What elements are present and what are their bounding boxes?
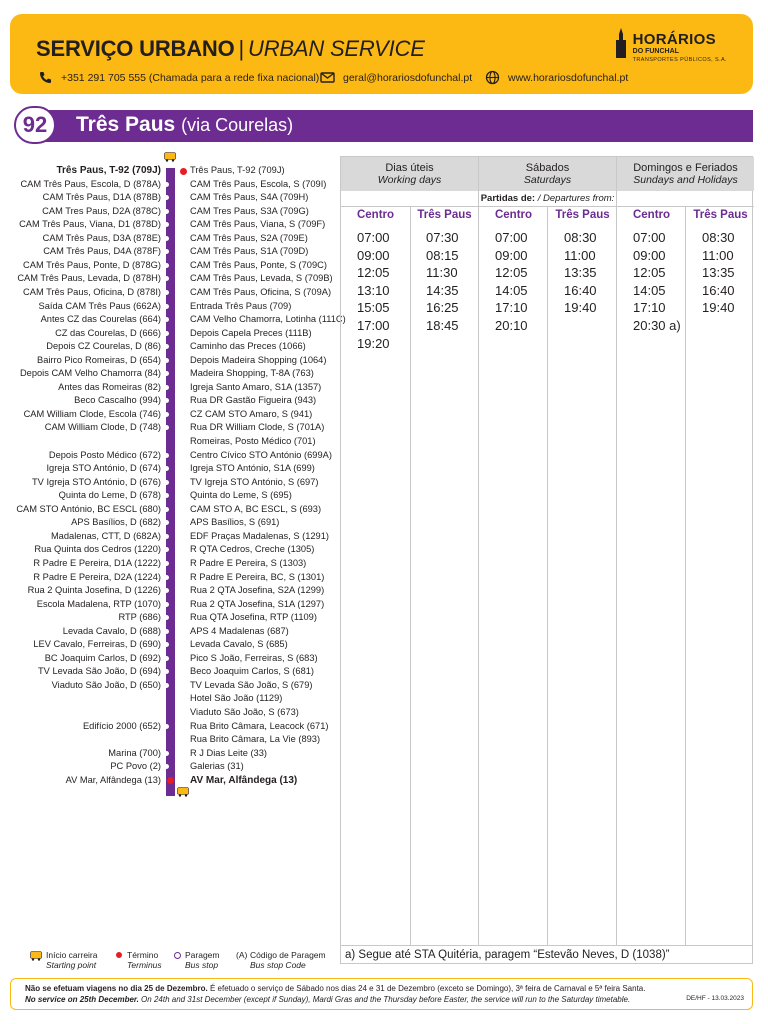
stop-outbound: Três Paus, T-92 (709J) xyxy=(56,165,161,176)
stop-dot xyxy=(177,317,182,322)
stop-dot xyxy=(164,182,169,187)
working-days-pt: Dias úteis xyxy=(385,162,434,174)
stop-dot xyxy=(177,547,182,552)
title-en: URBAN SERVICE xyxy=(248,36,425,61)
stop-outbound: CZ das Courelas, D (666) xyxy=(55,327,161,338)
footer-pt xyxy=(25,984,645,993)
stop-outbound: CAM Três Paus, D3A (878E) xyxy=(42,232,161,243)
stop-return: Rua 2 QTA Josefina, S2A (1299) xyxy=(190,585,325,596)
stop-dot xyxy=(164,209,169,214)
stop-outbound: CAM Três Paus, Viana, D1 (878D) xyxy=(19,219,161,230)
stop-dot xyxy=(177,425,182,430)
stop-dot xyxy=(177,507,182,512)
title-pt: SERVIÇO URBANO xyxy=(36,36,235,61)
timetable xyxy=(340,156,753,964)
stop-dot xyxy=(177,602,182,607)
stop-dot xyxy=(164,751,169,756)
stop-dot xyxy=(164,602,169,607)
stop-dot xyxy=(164,629,169,634)
stop-dot xyxy=(164,507,169,512)
footer-en xyxy=(25,995,630,1004)
stop-outbound: CAM Três Paus, Ponte, D (878G) xyxy=(23,259,161,270)
phone-icon xyxy=(38,70,53,85)
stop-dot xyxy=(177,466,182,471)
stop-return: Rua DR William Clode, S (701A) xyxy=(190,422,325,433)
stop-dot xyxy=(177,480,182,485)
stop-dot xyxy=(177,276,182,281)
departure-time: 20:10 xyxy=(495,317,528,333)
stop-outbound: Rua Quinta dos Cedros (1220) xyxy=(34,544,161,555)
stop-outbound: TV Levada São João, D (694) xyxy=(38,666,161,677)
sundays-pt: Domingos e Feriados xyxy=(633,162,738,174)
col-centro-saturday: Centro xyxy=(494,209,533,221)
stop-dot xyxy=(177,534,182,539)
stop-return: APS 4 Madalenas (687) xyxy=(190,625,289,636)
stop-outbound: Igreja STO António, D (674) xyxy=(46,463,161,474)
mail-icon xyxy=(320,70,335,85)
footer-pt-bold: Não se efetuam viagens no dia 25 de Dezembro. xyxy=(25,984,208,993)
title-separator: | xyxy=(238,36,245,61)
departures-label xyxy=(341,191,754,207)
sundays-en: Sundays and Holidays xyxy=(633,174,738,186)
stop-return: Beco Joaquim Carlos, S (681) xyxy=(190,666,315,677)
service-title xyxy=(36,36,425,62)
stop-dot xyxy=(177,222,182,227)
working-days-en: Working days xyxy=(377,174,442,186)
stop-outbound: LEV Cavalo, Ferreiras, D (690) xyxy=(33,639,161,650)
departure-time: 20:30 a) xyxy=(633,317,681,333)
footer-pt-text: É efetuado o serviço de Sábado nos dias 24 e 31 de Dezembro (exceto se Domingo), 3ª feira de Carnaval e 5ª feira Santa. xyxy=(207,984,646,993)
stop-return: Madeira Shopping, T-8A (763) xyxy=(190,368,314,379)
departure-time: 07:00 xyxy=(357,230,390,245)
bus-icon xyxy=(177,787,189,797)
times-working-centro xyxy=(341,229,410,352)
stop-return: R Padre E Pereira, BC, S (1301) xyxy=(190,571,325,582)
col-centro-sunday: Centro xyxy=(632,209,671,221)
stop-dot xyxy=(164,263,169,268)
route-via: (via Courelas) xyxy=(181,115,294,135)
phone-contact xyxy=(38,70,319,85)
route-name xyxy=(76,113,293,137)
stop-outbound: Beco Cascalho (994) xyxy=(74,395,161,406)
departure-time: 16:40 xyxy=(702,282,735,298)
legend-start-en: Starting point xyxy=(46,960,97,970)
stop-return: CAM Três Paus, Escola, S (709I) xyxy=(190,178,327,189)
stop-dot xyxy=(177,290,182,295)
departure-time: 16:25 xyxy=(426,300,459,316)
stop-dot xyxy=(177,520,182,525)
email-link[interactable]: geral@horariosdofunchal.pt xyxy=(343,71,473,84)
stop-dot xyxy=(177,575,182,580)
stop-outbound: CAM William Clode, Escola (746) xyxy=(23,408,161,419)
phone-text: +351 291 705 555 (Chamada para a rede fixa nacional) xyxy=(61,71,320,84)
stop-dot xyxy=(164,480,169,485)
departure-time: 07:00 xyxy=(633,230,666,245)
departure-time: 12:05 xyxy=(357,265,390,281)
stop-outbound: CAM Três Paus, Oficina, D (878I) xyxy=(23,286,161,297)
legend-stop xyxy=(174,950,220,970)
stop-return: Três Paus, T-92 (709J) xyxy=(190,165,285,175)
footer-notice xyxy=(10,978,753,1010)
route-name-main: Três Paus xyxy=(76,113,176,136)
stop-outbound: Quinta do Leme, D (678) xyxy=(58,490,161,501)
stop-outbound: Viaduto São João, D (650) xyxy=(51,679,161,690)
saturdays-pt: Sábados xyxy=(525,162,570,174)
stop-outbound: CAM Três Paus, D1A (878B) xyxy=(42,192,161,203)
stop-outbound: Bairro Pico Romeiras, D (654) xyxy=(37,354,161,365)
stop-outbound: CAM William Clode, D (748) xyxy=(44,422,161,433)
departure-time: 17:00 xyxy=(357,317,390,333)
stop-dot xyxy=(177,209,182,214)
terminus-dot-icon xyxy=(116,952,122,958)
departure-time: 08:30 xyxy=(564,230,597,245)
times-saturday-trespaus xyxy=(548,229,617,317)
stop-outbound: Depois CZ Courelas, D (86) xyxy=(46,341,161,352)
stop-outbound: Antes das Romeiras (82) xyxy=(58,381,161,392)
footer-en-bold: No service on 25th December. xyxy=(25,995,139,1004)
stop-dot xyxy=(164,453,169,458)
departure-time: 13:35 xyxy=(564,265,597,281)
stop-outbound: TV Igreja STO António, D (676) xyxy=(31,476,161,487)
stop-dot xyxy=(177,764,182,769)
header-banner xyxy=(10,14,753,94)
stop-return: R Padre E Pereira, S (1303) xyxy=(190,557,307,568)
stop-outbound: Rua 2 Quinta Josefina, D (1226) xyxy=(27,585,161,596)
stop-dot xyxy=(177,710,182,715)
stop-dot xyxy=(177,236,182,241)
departure-time: 19:40 xyxy=(564,300,597,316)
legend-stop-en: Bus stop xyxy=(185,960,219,970)
stop-dot xyxy=(177,249,182,254)
departure-time: 16:40 xyxy=(564,282,597,298)
departure-time: 12:05 xyxy=(633,265,666,281)
stop-return: CAM Três Paus, S4A (709H) xyxy=(190,192,309,203)
stop-dot xyxy=(177,371,182,376)
legend-code xyxy=(236,950,326,970)
stop-outbound: Escola Madalena, RTP (1070) xyxy=(36,598,161,609)
stop-return: Igreja STO António, S1A (699) xyxy=(190,463,315,474)
logo-tagline: TRANSPORTES PÚBLICOS, S.A. xyxy=(632,57,727,63)
stop-return: Rua Brito Câmara, Leacock (671) xyxy=(190,720,329,731)
website-contact[interactable] xyxy=(485,70,628,85)
stop-return: R QTA Cedros, Creche (1305) xyxy=(190,544,315,555)
departure-time: 17:10 xyxy=(495,300,528,316)
stop-dot xyxy=(164,304,169,309)
times-working-trespaus xyxy=(410,229,479,335)
stop-dot xyxy=(177,737,182,742)
stop-return: Igreja Santo Amaro, S1A (1357) xyxy=(190,381,322,392)
bus-icon xyxy=(30,951,42,961)
stop-dot xyxy=(164,290,169,295)
departures-en: / Departures from: xyxy=(537,193,615,204)
stop-return: CAM Três Paus, S2A (709E) xyxy=(190,232,308,243)
col-trespaus-working: Três Paus xyxy=(417,209,472,221)
stop-dot xyxy=(177,751,182,756)
document-code: DE/HF - 13.03.2023 xyxy=(686,995,744,1002)
stop-dot xyxy=(164,331,169,336)
stop-outbound: R Padre E Pereira, D2A (1224) xyxy=(33,571,161,582)
stop-dot xyxy=(177,304,182,309)
stop-dot xyxy=(164,575,169,580)
stop-return: APS Basílios, S (691) xyxy=(190,517,280,528)
header-sundays xyxy=(617,157,754,191)
stop-dot xyxy=(177,344,182,349)
departure-time: 08:15 xyxy=(426,247,459,263)
stop-return: Viaduto São João, S (673) xyxy=(190,707,299,717)
stop-dot xyxy=(164,385,169,390)
departure-time: 14:05 xyxy=(633,282,666,298)
company-logo xyxy=(613,28,727,63)
stop-dot xyxy=(177,182,182,187)
times-saturday-centro xyxy=(479,229,548,335)
stop-return: CAM STO A, BC ESCL, S (693) xyxy=(190,503,322,514)
stop-return: R J Dias Leite (33) xyxy=(190,747,267,758)
stop-return: CAM Três Paus, Ponte, S (709C) xyxy=(190,259,327,270)
stop-return: Caminho das Preces (1066) xyxy=(190,341,306,352)
stop-dot xyxy=(177,453,182,458)
stop-outbound: RTP (686) xyxy=(118,612,161,623)
stop-outbound: Levada Cavalo, D (688) xyxy=(62,625,161,636)
stop-return: CZ CAM STO Amaro, S (941) xyxy=(190,408,313,419)
stop-dot xyxy=(164,724,169,729)
legend-start-pt: Início carreira xyxy=(46,950,98,960)
stop-return: Galerias (31) xyxy=(190,761,244,772)
departure-time: 09:00 xyxy=(633,247,666,263)
departure-time: 14:35 xyxy=(426,282,459,298)
stop-dot xyxy=(164,412,169,417)
stop-outbound: Madalenas, CTT, D (682A) xyxy=(50,530,161,541)
stop-outbound: Edifício 2000 (652) xyxy=(82,720,161,731)
departure-time: 14:05 xyxy=(495,282,528,298)
legend-code-pt: Código de Paragem xyxy=(250,950,326,960)
stop-dot xyxy=(177,683,182,688)
stop-outbound: Depois CAM Velho Chamorra (84) xyxy=(19,368,161,379)
stop-return: EDF Praças Madalenas, S (1291) xyxy=(190,530,329,541)
logo-main: HORÁRIOS xyxy=(632,31,716,48)
website-link[interactable]: www.horariosdofunchal.pt xyxy=(508,71,629,84)
stop-return: TV Levada São João, S (679) xyxy=(190,679,313,690)
departures-pt: Partidas de: xyxy=(480,193,536,204)
stop-dot xyxy=(164,534,169,539)
stop-outbound: Saída CAM Três Paus (662A) xyxy=(38,300,161,311)
stop-return: Hotel São João (1129) xyxy=(190,693,283,704)
stop-return: CAM Três Paus, Oficina, S (709A) xyxy=(190,286,332,297)
stop-dot xyxy=(164,683,169,688)
legend-start xyxy=(30,950,98,970)
stop-return: CAM Três Paus, Levada, S (709B) xyxy=(190,273,333,284)
stop-outbound: CAM Três Paus, Escola, D (878A) xyxy=(20,178,161,189)
stop-dot xyxy=(177,331,182,336)
globe-icon xyxy=(485,70,500,85)
stop-return: Rua Brito Câmara, La Vie (893) xyxy=(190,734,321,745)
stop-outbound: PC Povo (2) xyxy=(110,761,161,772)
stop-return: Quinta do Leme, S (695) xyxy=(190,490,292,501)
stop-outbound: CAM Tres Paus, D2A (878C) xyxy=(42,205,161,216)
col-trespaus-saturday: Três Paus xyxy=(555,209,610,221)
col-centro-working: Centro xyxy=(356,209,395,221)
logo-sub: DO FUNCHAL xyxy=(632,48,679,55)
stop-return: Depois Capela Preces (111B) xyxy=(190,327,312,338)
stop-dot xyxy=(177,724,182,729)
legend-stop-pt: Paragem xyxy=(185,950,220,960)
departure-time: 11:30 xyxy=(426,265,458,281)
departure-time: 13:10 xyxy=(357,282,390,298)
departure-time: 09:00 xyxy=(495,247,528,263)
stop-outbound: APS Basílios, D (682) xyxy=(71,517,161,528)
departure-time: 19:40 xyxy=(702,300,735,316)
stop-return: Entrada Três Paus (709) xyxy=(190,300,292,311)
stop-dot xyxy=(164,236,169,241)
terminus-dot xyxy=(167,777,174,784)
stop-dot xyxy=(177,561,182,566)
stop-return: Rua DR Gastão Figueira (943) xyxy=(190,395,317,406)
stop-dot xyxy=(177,398,182,403)
stop-outbound: AV Mar, Alfândega (13) xyxy=(65,774,161,785)
departure-time: 07:30 xyxy=(426,230,459,245)
header-saturdays xyxy=(479,157,617,191)
legend-end-en: Terminus xyxy=(127,960,162,970)
stop-return: Centro Cívico STO António (699A) xyxy=(190,449,332,460)
stop-return: Rua 2 QTA Josefina, S1A (1297) xyxy=(190,598,325,609)
stop-outbound: R Padre E Pereira, D1A (1222) xyxy=(33,557,161,568)
stop-dot xyxy=(177,669,182,674)
stop-dot xyxy=(177,263,182,268)
departure-time: 07:00 xyxy=(495,230,528,245)
departure-time: 18:45 xyxy=(426,317,459,333)
stop-outbound: CAM Três Paus, D4A (878F) xyxy=(43,246,161,257)
times-sunday-trespaus xyxy=(686,229,755,317)
stop-dot xyxy=(177,615,182,620)
stop-dot xyxy=(177,385,182,390)
stop-outbound: Depois Posto Médico (672) xyxy=(48,449,161,460)
stop-return: Depois Madeira Shopping (1064) xyxy=(190,354,327,365)
departure-time: 12:05 xyxy=(495,265,528,281)
stop-outbound: BC Joaquim Carlos, D (692) xyxy=(44,652,161,663)
departure-time: 17:10 xyxy=(633,300,666,316)
stop-outbound: CAM Três Paus, Levada, D (878H) xyxy=(17,273,161,284)
email-contact[interactable] xyxy=(320,70,472,85)
departure-time: 11:00 xyxy=(702,247,734,263)
departure-time: 11:00 xyxy=(564,247,596,263)
stop-dot xyxy=(177,696,182,701)
header-working-days xyxy=(341,157,479,191)
stop-dot xyxy=(164,561,169,566)
stop-return: Pico S João, Ferreiras, S (683) xyxy=(190,652,318,663)
stop-dot xyxy=(177,412,182,417)
stop-return: TV Igreja STO António, S (697) xyxy=(190,476,319,487)
legend-code-symbol: (A) xyxy=(236,950,248,960)
stop-return: Romeiras, Posto Médico (701) xyxy=(190,436,316,446)
legend-code-en: Bus stop Code xyxy=(250,960,306,970)
bus-icon xyxy=(164,152,176,162)
stop-return: Rua QTA Josefina, RTP (1109) xyxy=(190,612,317,623)
col-trespaus-sunday: Três Paus xyxy=(693,209,748,221)
stop-dot xyxy=(177,642,182,647)
legend-end-pt: Término xyxy=(127,950,159,960)
footer-en-text: On 24th and 31st December (except if Sunday), Mardi Gras and the Thursday before Easter, the service will run to the Saturday timetable. xyxy=(138,995,631,1004)
stop-dot-icon xyxy=(174,952,181,959)
stop-dot xyxy=(177,439,182,444)
legend-end xyxy=(116,950,162,970)
stop-return: CAM Três Paus, S1A (709D) xyxy=(190,246,309,257)
stop-dot xyxy=(177,629,182,634)
stop-dot xyxy=(177,493,182,498)
route-number: 92 xyxy=(14,106,56,144)
departure-time: 19:20 xyxy=(357,335,390,351)
cathedral-icon xyxy=(613,28,629,58)
departure-time: 09:00 xyxy=(357,247,390,263)
stop-outbound: Marina (700) xyxy=(108,747,161,758)
stop-dot xyxy=(177,656,182,661)
timetable-note: a) Segue até STA Quitéria, paragem “Estevão Neves, D (1038)” xyxy=(341,945,752,963)
saturdays-en: Saturdays xyxy=(523,174,572,186)
stop-return: AV Mar, Alfândega (13) xyxy=(190,774,298,786)
departure-time: 08:30 xyxy=(702,230,735,245)
stop-outbound: Antes CZ das Courelas (664) xyxy=(40,314,161,325)
times-sunday-centro xyxy=(617,229,686,335)
departure-time: 13:35 xyxy=(702,265,735,281)
stop-dot xyxy=(177,588,182,593)
departure-time: 15:05 xyxy=(357,300,390,316)
stop-return: CAM Velho Chamorra, Lotinha (111C) xyxy=(190,314,346,325)
stop-dot xyxy=(177,358,182,363)
stop-dot xyxy=(177,195,182,200)
terminus-dot xyxy=(180,168,187,175)
stop-return: CAM Três Paus, Viana, S (709F) xyxy=(190,219,326,230)
stop-dot xyxy=(164,656,169,661)
stop-outbound: CAM STO António, BC ESCL (680) xyxy=(16,503,161,514)
stop-dot xyxy=(164,358,169,363)
stop-return: Levada Cavalo, S (685) xyxy=(190,639,288,650)
stop-return: CAM Tres Paus, S3A (709G) xyxy=(190,205,309,216)
